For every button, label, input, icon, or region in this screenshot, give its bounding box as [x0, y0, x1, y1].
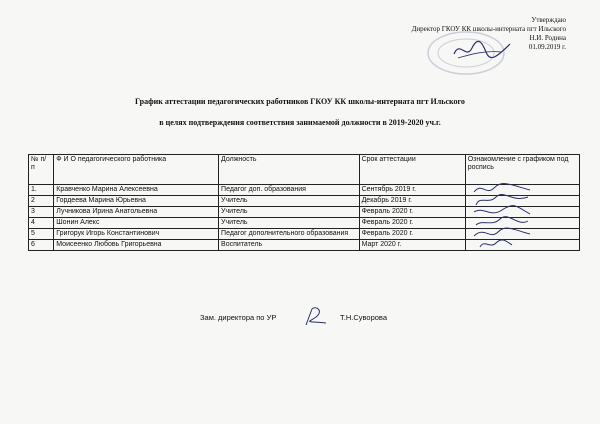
director-signature	[452, 38, 512, 62]
cell-term: Март 2020 г.	[359, 240, 465, 251]
header-num: № п/ п	[29, 155, 54, 185]
header-name: Ф И О педагогического работника	[54, 155, 219, 185]
director-line: Директор ГКОУ КК школы-интерната пгт Ильского	[411, 25, 566, 33]
cell-position: Воспитатель	[219, 240, 360, 251]
cell-num: 3	[29, 207, 54, 218]
cell-position: Учитель	[219, 196, 360, 207]
cell-position: Педагог дополнительного образования	[219, 229, 360, 240]
cell-position: Педагог доп. образования	[219, 185, 360, 196]
document-title-line2: в целях подтверждения соответствия занимаемой должности в 2019-2020 уч.г.	[159, 118, 441, 127]
approval-date: 01.09.2019 г.	[528, 43, 566, 51]
cell-num: 5	[29, 229, 54, 240]
header-ack: Ознакомление с графиком под роспись	[465, 155, 579, 185]
cell-term: Февраль 2020 г.	[359, 229, 465, 240]
attestation-table	[28, 154, 580, 251]
header-term: Срок аттестации	[359, 155, 465, 185]
cell-name: Лучникова Ирина Анатольевна	[54, 207, 219, 218]
header-position: Должность	[219, 155, 360, 185]
cell-num: 2	[29, 196, 54, 207]
cell-position: Учитель	[219, 218, 360, 229]
cell-name: Шонин Алекс	[54, 218, 219, 229]
signature-mark	[472, 237, 532, 251]
director-name: Н.И. Родина	[529, 34, 566, 42]
cell-num: 6	[29, 240, 54, 251]
cell-num: 4	[29, 218, 54, 229]
cell-term: Сентябрь 2019 г.	[359, 185, 465, 196]
cell-name: Моисеенко Любовь Григорьевна	[54, 240, 219, 251]
cell-signature	[465, 240, 579, 251]
document-title-line1: График аттестации педагогических работников ГКОУ КК школы-интерната пгт Ильского	[135, 97, 465, 106]
cell-name: Григорук Игорь Константинович	[54, 229, 219, 240]
approved-label: Утверждаю	[531, 16, 566, 24]
cell-term: Февраль 2020 г.	[359, 207, 465, 218]
cell-term: Февраль 2020 г.	[359, 218, 465, 229]
cell-num: 1.	[29, 185, 54, 196]
cell-term: Декабрь 2019 г.	[359, 196, 465, 207]
cell-name: Гордеева Марина Юрьевна	[54, 196, 219, 207]
cell-position: Учитель	[219, 207, 360, 218]
cell-name: Кравченко Марина Алексеевна	[54, 185, 219, 196]
deputy-signature	[296, 305, 330, 327]
deputy-position: Зам. директора по УР	[200, 313, 277, 322]
table-row	[29, 240, 580, 251]
table-header-row	[29, 155, 580, 185]
deputy-name: Т.Н.Суворова	[340, 313, 387, 322]
